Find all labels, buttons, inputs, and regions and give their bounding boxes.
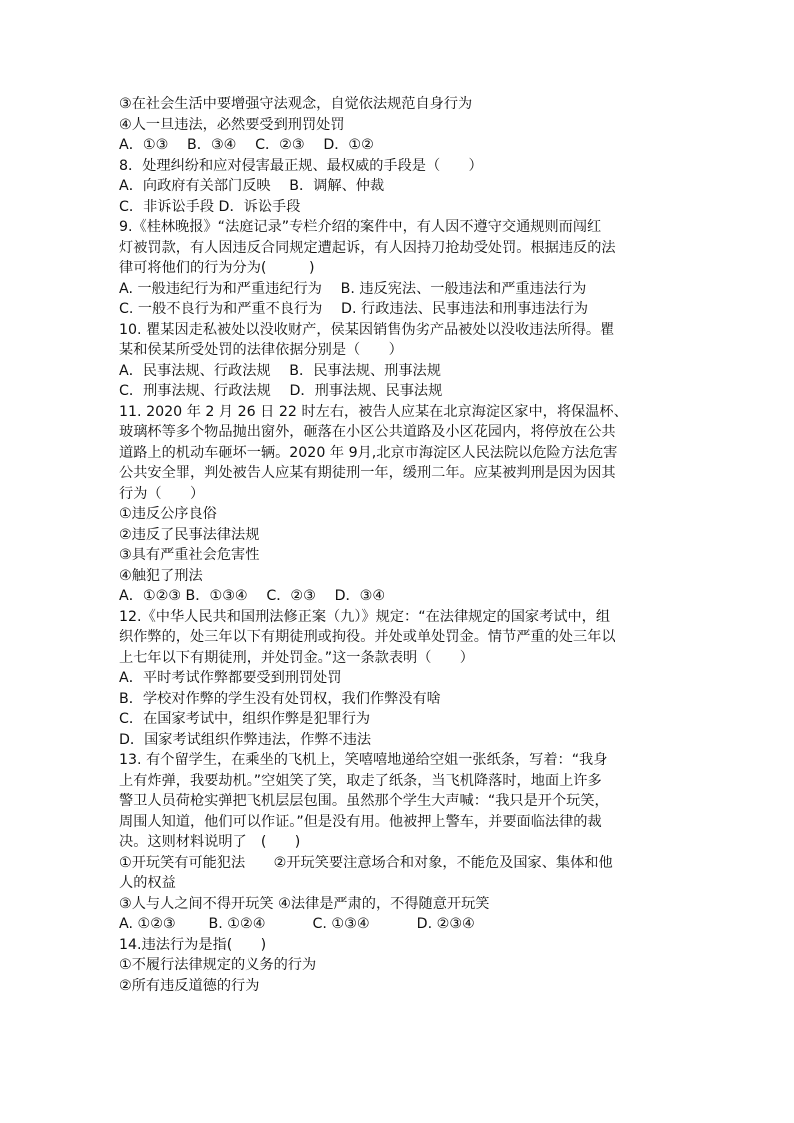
text-line: 上七年以下有期徒刑，并处罚金。”这一条款表明（ ） xyxy=(119,649,474,666)
question-11: 11. 2020 年 2 月 26 日 22 时左右，被告人应某在北京海淀区家中，将保温杯、 xyxy=(119,403,628,420)
text-line: 道路上的机动车砸坏一辆。2020 年 9月,北京市海淀区人民法院以危险方法危害 xyxy=(119,444,618,461)
text-line: 人的权益 xyxy=(119,875,176,891)
answer-options: A．民事法规、行政法规 B．民事法规、刑事法规 xyxy=(119,362,441,379)
text-line: 警卫人员荷枪实弹把飞机层层包围。虽然那个学生大声喊：“我只是开个玩笑， xyxy=(119,793,609,809)
answer-option: D．国家考试组织作弊违法，作弊不违法 xyxy=(119,731,372,748)
text-line: ③在社会生活中要增强守法观念，自觉依法规范自身行为 xyxy=(119,96,473,112)
answer-options: A. 一般违纪行为和严重违纪行为 B. 违反宪法、一般违法和严重违法行为 xyxy=(119,280,587,297)
text-line: ①不履行法律规定的义务的行为 xyxy=(119,957,317,973)
text-line: 公共安全罪，判处被告人应某有期徒刑一年，缓刑二年。应某被判刑是因为因其 xyxy=(119,465,616,481)
answer-option: B．学校对作弊的学生没有处罚权，我们作弊没有啥 xyxy=(119,690,441,707)
text-line: ④触犯了刑法 xyxy=(119,567,203,584)
answer-options: C．非诉讼手段 D．诉讼手段 xyxy=(119,198,301,215)
answer-options: A．向政府有关部门反映 B．调解、仲裁 xyxy=(119,178,385,194)
text-line: ①开玩笑有可能犯法 ②开玩笑要注意场合和对象，不能危及国家、集体和他 xyxy=(119,854,613,871)
answer-options: A．①②③ B．①③④ C．②③ D．③④ xyxy=(119,588,386,604)
question-12: 12.《中华人民共和国刑法修正案（九）》规定：“在法律规定的国家考试中，组 xyxy=(119,608,611,625)
text-line: ③人与人之间不得开玩笑 ④法律是严肃的，不得随意开玩笑 xyxy=(119,895,490,912)
text-line: 灯被罚款，有人因违反合同规定遭起诉，有人因持刀抢劫受处罚。根据违反的法 xyxy=(119,239,616,256)
text-line: ②违反了民事法律法规 xyxy=(119,526,260,543)
text-line: 某和侯某所受处罚的法律依据分别是（ ） xyxy=(119,342,403,358)
text-line: ②所有违反道德的行为 xyxy=(119,977,260,994)
document-page xyxy=(119,94,679,996)
text-line: 上有炸弹，我要劫机。”空姐笑了笑，取走了纸条，当飞机降落时，地面上许多 xyxy=(119,772,602,789)
text-line: 玻璃杯等多个物品抛出窗外，砸落在小区公共道路及小区花园内，将停放在公共 xyxy=(119,424,616,440)
text-line: ④人一旦违法，必然要受到刑罚处罚 xyxy=(119,116,345,133)
answer-options: C. 一般不良行为和严重不良行为 D. 行政违法、民事违法和刑事违法行为 xyxy=(119,301,589,317)
question-9: 9.《桂林晚报》“法庭记录”专栏介绍的案件中，有人因不遵守交通规则而闯红 xyxy=(119,219,602,235)
text-line: ③具有严重社会危害性 xyxy=(119,547,260,563)
text-line: 周围人知道，他们可以作证。”但是没有用。他被押上警车，并要面临法律的裁 xyxy=(119,813,602,830)
answer-options: A. ①②③ B. ①②④ C. ①③④ D. ②③④ xyxy=(119,916,475,932)
answer-options: A．①③ B．③④ C．②③ D．①② xyxy=(119,137,374,153)
text-line: 律可将他们的行为分为( ) xyxy=(119,260,315,276)
answer-option: C．在国家考试中，组织作弊是犯罪行为 xyxy=(119,711,371,727)
question-8: 8．处理纠纷和应对侵害最正规、最权威的手段是（ ） xyxy=(119,157,483,174)
question-10: 10. 瞿某因走私被处以没收财产，侯某因销售伪劣产品被处以没收违法所得。瞿 xyxy=(119,321,615,338)
question-14: 14.违法行为是指( ) xyxy=(119,936,267,953)
question-13: 13. 有个留学生，在乘坐的飞机上，笑嘻嘻地递给空姐一张纸条，写着：“我身 xyxy=(119,752,608,768)
text-line: 行为（ ） xyxy=(119,485,205,502)
text-line: 决。这则材料说明了 ( ) xyxy=(119,834,301,850)
answer-options: C．刑事法规、行政法规 D．刑事法规、民事法规 xyxy=(119,383,443,399)
text-line: 织作弊的，处三年以下有期徒刑或拘役。并处或单处罚金。情节严重的处三年以 xyxy=(119,629,616,645)
text-line: ①违反公序良俗 xyxy=(119,506,217,522)
answer-option: A．平时考试作弊都要受到刑罚处罚 xyxy=(119,670,342,686)
